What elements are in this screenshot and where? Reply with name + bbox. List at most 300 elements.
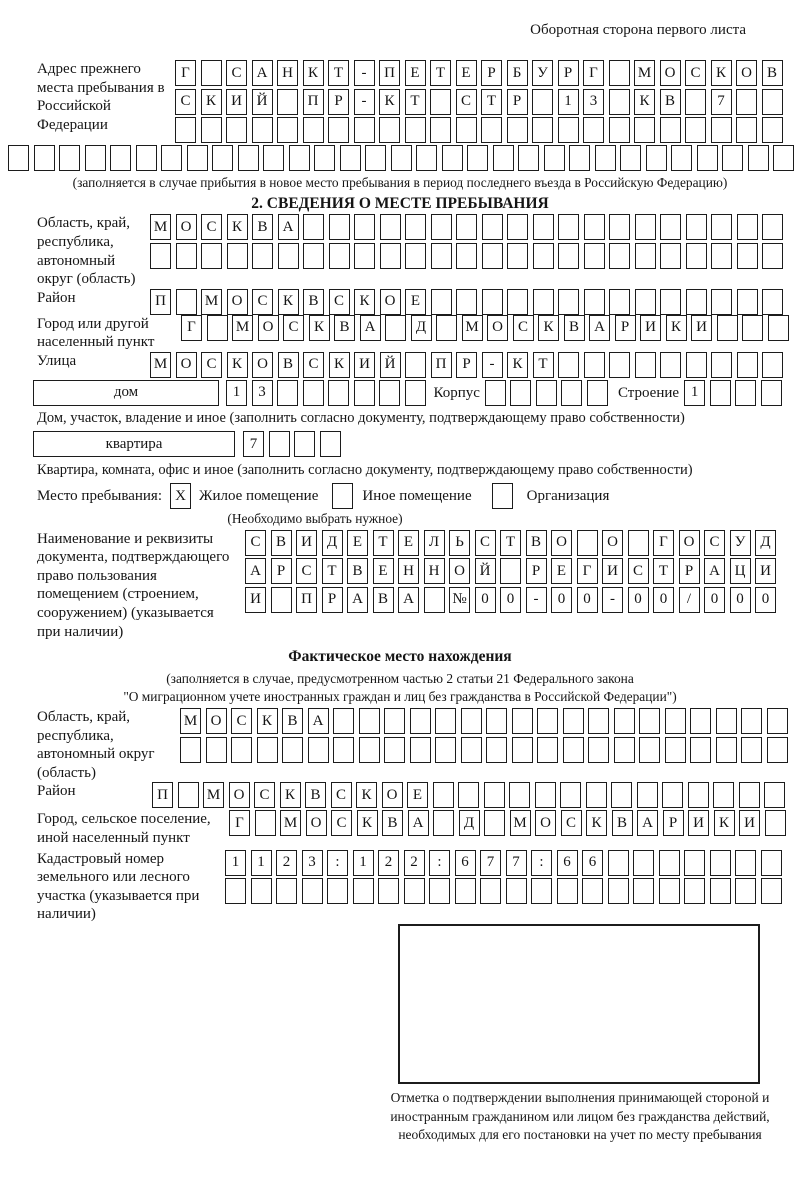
char-box[interactable] (277, 380, 298, 406)
char-box[interactable] (660, 289, 681, 315)
char-box[interactable] (289, 145, 310, 171)
char-box[interactable]: Й (475, 558, 496, 584)
char-box[interactable]: - (354, 89, 375, 115)
char-box[interactable] (384, 737, 405, 763)
char-box[interactable] (379, 117, 400, 143)
char-box[interactable] (430, 117, 451, 143)
char-box[interactable]: : (327, 850, 348, 876)
char-box[interactable] (226, 117, 247, 143)
char-box[interactable] (635, 214, 656, 240)
char-box[interactable] (354, 214, 375, 240)
char-box[interactable] (762, 352, 783, 378)
char-box[interactable] (282, 737, 303, 763)
char-box[interactable] (384, 708, 405, 734)
char-box[interactable]: К (227, 214, 248, 240)
char-box[interactable] (506, 878, 527, 904)
char-box[interactable] (456, 243, 477, 269)
char-box[interactable]: 1 (684, 380, 705, 406)
char-box[interactable] (456, 289, 477, 315)
char-box[interactable] (303, 214, 324, 240)
char-box[interactable] (34, 145, 55, 171)
char-box[interactable]: К (227, 352, 248, 378)
char-box[interactable] (314, 145, 335, 171)
char-box[interactable] (467, 145, 488, 171)
char-box[interactable] (512, 737, 533, 763)
char-box[interactable] (560, 782, 581, 808)
char-box[interactable]: В (278, 352, 299, 378)
char-box[interactable]: Т (653, 558, 674, 584)
char-box[interactable]: В (612, 810, 633, 836)
char-box[interactable] (735, 878, 756, 904)
char-box[interactable]: Р (663, 810, 684, 836)
char-box[interactable]: С (283, 315, 304, 341)
char-box[interactable] (201, 60, 222, 86)
char-box[interactable]: И (296, 530, 317, 556)
char-box[interactable] (429, 878, 450, 904)
char-box[interactable] (662, 782, 683, 808)
char-box[interactable]: Й (252, 89, 273, 115)
char-box[interactable] (433, 782, 454, 808)
char-box[interactable] (380, 243, 401, 269)
char-box[interactable]: А (637, 810, 658, 836)
char-box[interactable] (416, 145, 437, 171)
char-box[interactable]: 1 (225, 850, 246, 876)
char-box[interactable]: 3 (252, 380, 273, 406)
char-box[interactable]: М (150, 352, 171, 378)
char-box[interactable]: 2 (378, 850, 399, 876)
char-box[interactable]: Г (583, 60, 604, 86)
char-box[interactable] (764, 782, 785, 808)
char-box[interactable] (486, 708, 507, 734)
char-box[interactable]: 6 (582, 850, 603, 876)
char-box[interactable] (688, 782, 709, 808)
char-box[interactable]: С (296, 558, 317, 584)
char-box[interactable]: С (628, 558, 649, 584)
char-box[interactable]: - (482, 352, 503, 378)
char-box[interactable] (405, 352, 426, 378)
char-box[interactable]: П (379, 60, 400, 86)
char-box[interactable]: М (462, 315, 483, 341)
char-box[interactable]: В (564, 315, 585, 341)
char-box[interactable]: О (535, 810, 556, 836)
char-box[interactable] (737, 243, 758, 269)
char-box[interactable] (557, 878, 578, 904)
char-box[interactable] (660, 117, 681, 143)
char-box[interactable] (635, 352, 656, 378)
char-box[interactable] (455, 878, 476, 904)
char-box[interactable] (737, 289, 758, 315)
char-box[interactable]: М (634, 60, 655, 86)
char-box[interactable]: Р (271, 558, 292, 584)
char-box[interactable] (767, 737, 788, 763)
char-box[interactable] (187, 145, 208, 171)
char-box[interactable] (660, 352, 681, 378)
char-box[interactable]: И (602, 558, 623, 584)
char-box[interactable]: С (331, 782, 352, 808)
char-box[interactable]: О (229, 782, 250, 808)
char-box[interactable] (433, 810, 454, 836)
char-box[interactable]: И (640, 315, 661, 341)
char-box[interactable] (518, 145, 539, 171)
char-box[interactable]: Т (373, 530, 394, 556)
char-box[interactable]: Е (551, 558, 572, 584)
char-box[interactable]: С (331, 810, 352, 836)
char-box[interactable] (773, 145, 794, 171)
char-box[interactable] (110, 145, 131, 171)
char-box[interactable]: В (347, 558, 368, 584)
char-box[interactable] (633, 850, 654, 876)
char-box[interactable]: Е (405, 60, 426, 86)
char-box[interactable] (611, 782, 632, 808)
char-box[interactable] (251, 878, 272, 904)
char-box[interactable] (333, 737, 354, 763)
char-box[interactable] (686, 214, 707, 240)
char-box[interactable]: О (227, 289, 248, 315)
char-box[interactable] (430, 89, 451, 115)
char-box[interactable]: О (382, 782, 403, 808)
char-box[interactable]: № (449, 587, 470, 613)
char-box[interactable] (380, 214, 401, 240)
char-box[interactable] (328, 380, 349, 406)
char-box[interactable]: К (714, 810, 735, 836)
char-box[interactable] (252, 117, 273, 143)
apartment-type-box[interactable]: квартира (33, 431, 235, 457)
char-box[interactable] (717, 315, 738, 341)
char-box[interactable]: 0 (730, 587, 751, 613)
char-box[interactable] (531, 878, 552, 904)
char-box[interactable]: М (280, 810, 301, 836)
char-box[interactable]: А (704, 558, 725, 584)
char-box[interactable] (482, 243, 503, 269)
char-box[interactable] (178, 782, 199, 808)
char-box[interactable] (561, 380, 582, 406)
char-box[interactable] (161, 145, 182, 171)
char-box[interactable] (583, 117, 604, 143)
char-box[interactable]: К (379, 89, 400, 115)
char-box[interactable] (482, 214, 503, 240)
char-box[interactable] (391, 145, 412, 171)
char-box[interactable] (686, 243, 707, 269)
char-box[interactable]: О (679, 530, 700, 556)
char-box[interactable] (633, 878, 654, 904)
char-box[interactable]: Г (653, 530, 674, 556)
char-box[interactable] (736, 89, 757, 115)
char-box[interactable] (507, 243, 528, 269)
char-box[interactable]: Е (407, 782, 428, 808)
char-box[interactable] (340, 145, 361, 171)
char-box[interactable]: С (704, 530, 725, 556)
char-box[interactable]: 2 (276, 850, 297, 876)
char-box[interactable]: 2 (404, 850, 425, 876)
char-box[interactable] (665, 737, 686, 763)
char-box[interactable]: 1 (353, 850, 374, 876)
char-box[interactable] (558, 243, 579, 269)
char-box[interactable]: Р (507, 89, 528, 115)
char-box[interactable] (484, 810, 505, 836)
char-box[interactable] (761, 878, 782, 904)
char-box[interactable] (175, 117, 196, 143)
char-box[interactable]: 1 (251, 850, 272, 876)
char-box[interactable] (620, 145, 641, 171)
char-box[interactable]: 3 (583, 89, 604, 115)
char-box[interactable]: А (589, 315, 610, 341)
char-box[interactable] (238, 145, 259, 171)
char-box[interactable] (582, 878, 603, 904)
char-box[interactable] (435, 737, 456, 763)
char-box[interactable] (263, 145, 284, 171)
char-box[interactable]: С (685, 60, 706, 86)
char-box[interactable]: Ь (449, 530, 470, 556)
char-box[interactable]: 0 (628, 587, 649, 613)
char-box[interactable]: К (634, 89, 655, 115)
char-box[interactable] (436, 315, 457, 341)
char-box[interactable] (255, 810, 276, 836)
char-box[interactable]: Т (322, 558, 343, 584)
char-box[interactable] (697, 145, 718, 171)
char-box[interactable] (739, 782, 760, 808)
char-box[interactable] (136, 145, 157, 171)
char-box[interactable]: М (201, 289, 222, 315)
char-box[interactable]: С (201, 214, 222, 240)
stay-option-organization-checkbox[interactable] (492, 483, 513, 509)
char-box[interactable]: 1 (558, 89, 579, 115)
char-box[interactable]: - (526, 587, 547, 613)
char-box[interactable] (225, 878, 246, 904)
char-box[interactable]: И (354, 352, 375, 378)
char-box[interactable]: Н (424, 558, 445, 584)
char-box[interactable]: С (329, 289, 350, 315)
char-box[interactable] (537, 708, 558, 734)
char-box[interactable] (639, 737, 660, 763)
char-box[interactable]: М (232, 315, 253, 341)
char-box[interactable]: К (357, 810, 378, 836)
char-box[interactable] (634, 117, 655, 143)
char-box[interactable]: В (762, 60, 783, 86)
char-box[interactable]: 1 (226, 380, 247, 406)
char-box[interactable]: Р (615, 315, 636, 341)
char-box[interactable] (686, 289, 707, 315)
char-box[interactable] (493, 145, 514, 171)
char-box[interactable]: О (176, 214, 197, 240)
char-box[interactable]: И (245, 587, 266, 613)
char-box[interactable]: А (347, 587, 368, 613)
char-box[interactable] (533, 243, 554, 269)
char-box[interactable] (481, 117, 502, 143)
char-box[interactable] (431, 243, 452, 269)
char-box[interactable] (150, 243, 171, 269)
char-box[interactable] (176, 289, 197, 315)
char-box[interactable] (608, 878, 629, 904)
char-box[interactable]: Р (679, 558, 700, 584)
char-box[interactable] (660, 214, 681, 240)
char-box[interactable]: А (398, 587, 419, 613)
char-box[interactable]: А (252, 60, 273, 86)
char-box[interactable]: Д (755, 530, 776, 556)
char-box[interactable]: А (360, 315, 381, 341)
char-box[interactable]: К (538, 315, 559, 341)
char-box[interactable] (713, 782, 734, 808)
char-box[interactable] (659, 878, 680, 904)
char-box[interactable] (482, 289, 503, 315)
char-box[interactable] (354, 380, 375, 406)
char-box[interactable]: О (380, 289, 401, 315)
char-box[interactable]: И (226, 89, 247, 115)
char-box[interactable] (558, 289, 579, 315)
char-box[interactable]: С (456, 89, 477, 115)
char-box[interactable] (257, 737, 278, 763)
char-box[interactable]: - (602, 587, 623, 613)
char-box[interactable] (736, 117, 757, 143)
char-box[interactable]: : (429, 850, 450, 876)
char-box[interactable]: В (334, 315, 355, 341)
char-box[interactable]: 0 (653, 587, 674, 613)
char-box[interactable] (507, 214, 528, 240)
char-box[interactable] (635, 243, 656, 269)
char-box[interactable]: И (755, 558, 776, 584)
char-box[interactable]: А (278, 214, 299, 240)
char-box[interactable]: 3 (302, 850, 323, 876)
char-box[interactable]: 0 (551, 587, 572, 613)
char-box[interactable] (201, 243, 222, 269)
char-box[interactable] (206, 737, 227, 763)
char-box[interactable]: Д (411, 315, 432, 341)
char-box[interactable]: С (175, 89, 196, 115)
char-box[interactable]: 0 (500, 587, 521, 613)
char-box[interactable] (461, 737, 482, 763)
char-box[interactable] (768, 315, 789, 341)
char-box[interactable] (410, 737, 431, 763)
char-box[interactable] (584, 243, 605, 269)
char-box[interactable] (231, 737, 252, 763)
char-box[interactable] (765, 810, 786, 836)
char-box[interactable]: П (150, 289, 171, 315)
char-box[interactable] (442, 145, 463, 171)
char-box[interactable] (532, 89, 553, 115)
char-box[interactable] (690, 708, 711, 734)
char-box[interactable] (737, 352, 758, 378)
char-box[interactable]: И (691, 315, 712, 341)
char-box[interactable] (458, 782, 479, 808)
char-box[interactable]: Е (456, 60, 477, 86)
char-box[interactable] (456, 117, 477, 143)
char-box[interactable]: К (309, 315, 330, 341)
char-box[interactable]: 7 (243, 431, 264, 457)
char-box[interactable] (8, 145, 29, 171)
char-box[interactable]: 7 (480, 850, 501, 876)
char-box[interactable] (671, 145, 692, 171)
char-box[interactable]: С (226, 60, 247, 86)
char-box[interactable] (558, 214, 579, 240)
char-box[interactable] (353, 878, 374, 904)
char-box[interactable] (456, 214, 477, 240)
char-box[interactable]: Н (398, 558, 419, 584)
char-box[interactable] (302, 878, 323, 904)
char-box[interactable] (711, 117, 732, 143)
char-box[interactable]: П (296, 587, 317, 613)
char-box[interactable] (711, 214, 732, 240)
char-box[interactable] (484, 782, 505, 808)
char-box[interactable]: Л (424, 530, 445, 556)
char-box[interactable]: 7 (506, 850, 527, 876)
char-box[interactable] (500, 558, 521, 584)
char-box[interactable] (711, 289, 732, 315)
char-box[interactable]: Р (526, 558, 547, 584)
char-box[interactable]: К (278, 289, 299, 315)
char-box[interactable]: К (201, 89, 222, 115)
char-box[interactable] (480, 878, 501, 904)
char-box[interactable]: Р (322, 587, 343, 613)
char-box[interactable] (685, 89, 706, 115)
char-box[interactable] (354, 243, 375, 269)
char-box[interactable]: Е (398, 530, 419, 556)
char-box[interactable]: А (245, 558, 266, 584)
char-box[interactable]: Н (277, 60, 298, 86)
char-box[interactable] (609, 214, 630, 240)
char-box[interactable] (609, 243, 630, 269)
char-box[interactable] (405, 380, 426, 406)
char-box[interactable]: С (303, 352, 324, 378)
char-box[interactable]: О (449, 558, 470, 584)
char-box[interactable]: 6 (557, 850, 578, 876)
char-box[interactable] (227, 243, 248, 269)
char-box[interactable]: - (354, 60, 375, 86)
char-box[interactable]: О (176, 352, 197, 378)
char-box[interactable]: Т (405, 89, 426, 115)
char-box[interactable]: Р (481, 60, 502, 86)
char-box[interactable] (584, 214, 605, 240)
char-box[interactable]: О (487, 315, 508, 341)
char-box[interactable]: Т (533, 352, 554, 378)
char-box[interactable]: К (329, 352, 350, 378)
char-box[interactable]: Р (328, 89, 349, 115)
char-box[interactable] (359, 737, 380, 763)
char-box[interactable] (710, 878, 731, 904)
char-box[interactable] (609, 89, 630, 115)
char-box[interactable]: Е (405, 289, 426, 315)
char-box[interactable] (404, 878, 425, 904)
char-box[interactable] (762, 214, 783, 240)
char-box[interactable] (359, 708, 380, 734)
char-box[interactable] (405, 117, 426, 143)
char-box[interactable] (563, 737, 584, 763)
char-box[interactable] (767, 708, 788, 734)
char-box[interactable] (85, 145, 106, 171)
char-box[interactable] (587, 380, 608, 406)
char-box[interactable]: С (231, 708, 252, 734)
char-box[interactable]: С (245, 530, 266, 556)
char-box[interactable]: У (532, 60, 553, 86)
char-box[interactable] (512, 708, 533, 734)
char-box[interactable]: У (730, 530, 751, 556)
char-box[interactable] (365, 145, 386, 171)
char-box[interactable] (639, 708, 660, 734)
char-box[interactable]: Й (380, 352, 401, 378)
char-box[interactable] (635, 289, 656, 315)
char-box[interactable]: В (271, 530, 292, 556)
char-box[interactable] (588, 737, 609, 763)
house-type-box[interactable]: дом (33, 380, 219, 406)
char-box[interactable]: В (526, 530, 547, 556)
char-box[interactable] (176, 243, 197, 269)
char-box[interactable]: П (431, 352, 452, 378)
char-box[interactable] (277, 117, 298, 143)
char-box[interactable]: В (373, 587, 394, 613)
char-box[interactable]: П (152, 782, 173, 808)
char-box[interactable] (558, 352, 579, 378)
char-box[interactable] (614, 708, 635, 734)
char-box[interactable] (385, 315, 406, 341)
char-box[interactable]: С (561, 810, 582, 836)
